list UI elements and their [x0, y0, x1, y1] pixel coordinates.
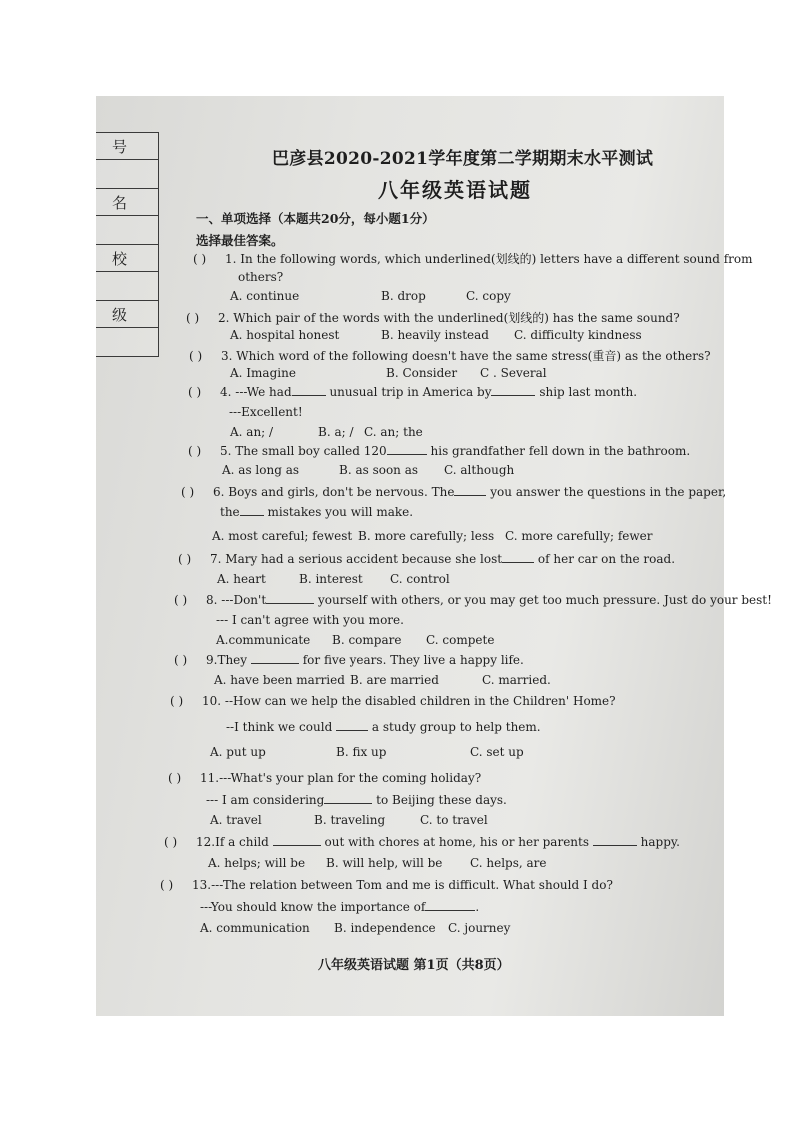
question-8: ( ) 8. ---Don't yourself with others, or you may get too much pressure. Just do your best!: [174, 593, 772, 607]
class-label: 级: [96, 301, 158, 328]
question-9: ( ) 9.They for five years. They live a happy life.: [174, 653, 524, 667]
question-13: ( ) 13.---The relation between Tom and me is difficult. What should I do?: [160, 878, 613, 892]
name-label: 名: [96, 189, 158, 216]
exam-title: 巴彦县2020-2021学年度第二学期期末水平测试: [272, 149, 654, 169]
question-3: ( ) 3. Which word of the following doesn't have the same stress(重音) as the others?: [189, 349, 711, 363]
exam-number-label: 号: [96, 133, 158, 160]
question-1: ( ) 1. In the following words, which underlined(划线的) letters have a different sound from: [193, 252, 753, 266]
question-11: ( ) 11.---What's your plan for the coming holiday?: [168, 771, 482, 785]
page-footer: 八年级英语试题 第1页（共8页）: [318, 958, 510, 973]
question-7: ( ) 7. Mary had a serious accident because she lost of her car on the road.: [178, 552, 676, 566]
question-6: ( ) 6. Boys and girls, don't be nervous. The you answer the questions in the paper,: [181, 485, 727, 499]
exam-subtitle: 八年级英语试题: [378, 178, 532, 202]
question-4: ( ) 4. ---We had unusual trip in America by ship last month.: [188, 385, 638, 399]
section-heading: 一、单项选择（本题共20分，每小题1分）: [196, 211, 435, 226]
question-5: ( ) 5. The small boy called 120 his grandfather fell down in the bathroom.: [188, 444, 691, 458]
question-10: ( ) 10. --How can we help the disabled children in the Children' Home?: [170, 694, 616, 708]
school-label: 校: [96, 245, 158, 272]
student-info-box: [96, 132, 159, 357]
exam-page-photo: 号 名 校 级 巴彦县2020-2021学年度第二学期期末水平测试 八年级英语试题 一、单项选择（本题共20分，每小题1分） 选择最佳答案。 ( ) 1. In the following words, which underlined(划线的) letters have a different sound from others? A. continue B. drop C. copy ( ) 2. Which pair of the words with the underlined(划线的) has the same sound? A. hospital honest B. heavily instead C. difficulty kindness ( ) 3. Which word of the following doesn't have the same stress(重音) as the others? A. Imagine B. Consider C . Several ( ) 4. ---We had unusual trip in America by ship last month. ---Excellent! A. an; / B. a; / C. an; the ( ) 5. The small boy called 120 his grandfather fell down in the bathroom. A. as long as B. as soon as C. although ( ) 6. Boys and girls, don't be nervous. The you answer the questions in the paper, the mistakes you will make. A. most careful; fewest B. more carefully; less C. more carefully; fewer ( ) 7. Mary had a serious accident because she lost of her car on the road. A. heart B. interest C. control ( ) 8. ---Don't yourself with others, or you may get too much pressure. Just do your best! --- I can't agree with you more. A.communicate B. compare C. compete ( ) 9.They for five years. They live a happy life. A. have been married B. are married C. married. ( ) 10. --How can we help the disabled children in the Children' Home? --I think we could a study group to help them. A. put up B. fix up C. set up ( ) 11.---What's your plan for the coming holiday? --- I am considering to Beijing these days. A. travel B. traveling C. to travel ( ) 12.If a child out with chores at home, his or her parents happy. A. helps; will be B. will help, will be C. helps, are ( ) 13.---The relation between Tom and me is difficult. What should I do? ---You should know the importance of . A. communication B. independence C. journey 八年级英语试题 第1页（共8页）: [96, 96, 724, 1016]
question-12: ( ) 12.If a child out with chores at home, his or her parents happy.: [164, 835, 680, 849]
section-instruction: 选择最佳答案。: [196, 233, 284, 248]
question-2: ( ) 2. Which pair of the words with the underlined(划线的) has the same sound?: [186, 311, 680, 325]
